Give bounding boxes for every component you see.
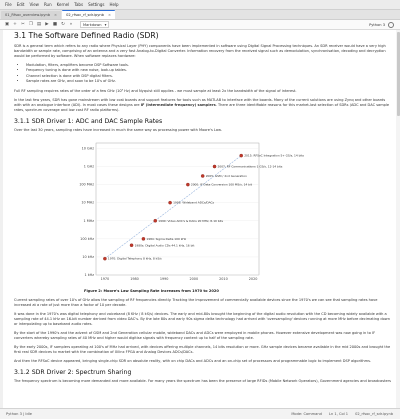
cell-type-select[interactable] [80, 21, 109, 28]
paragraph: It was done in the 1970's was digital telephony and voiceband (8 KHz / 8 kS/s) devices. The early and mid-80s brought the beginning of the digital audio revolution with the CD becoming widely available with a sampling rate of 44.1 kHz on 16-bit number derived from video DAC's. By the late 80s and early 90s sigma delta technology had arrived with 'oversampling' devices running at more MHz before decimating down or interpolating up to baseband audio rates. [14, 311, 390, 326]
sampling-rate-chart [74, 137, 304, 287]
close-icon[interactable]: × [107, 13, 111, 17]
data-label: 1984: Sigma Delta 100 kHz [146, 236, 187, 241]
menu-item-edit[interactable]: Edit [16, 2, 25, 7]
status-bar [0, 408, 400, 419]
chart-svg [74, 137, 304, 287]
subsection-heading: 3.1.2 SDR Driver 2: Spectrum Sharing [14, 368, 132, 376]
data-label: 1995: Wideband ADCs/DACs [173, 200, 215, 205]
menu-item-tabs[interactable]: Tabs [74, 2, 84, 7]
paragraph: By the early 2000s, IF samplers operating at 100's of MHz had arrived, with devices offering multiple channels, 14 bits resolution or more. GHz sample devices became available in the mid 2000s and brought the first real SDR devices to market with the combination of Xilinx FPGA and Analog Devices ADCs/DACs. [14, 344, 391, 354]
data-point [103, 257, 106, 260]
x-tick-label: 2010 [219, 276, 228, 281]
cursor-position: Ln 1, Col 1 [328, 412, 349, 416]
data-label: 2000: IF Data Conversion 100 MS/s, 14 bit [190, 182, 252, 187]
run-icon[interactable]: ▶ [45, 22, 49, 27]
paragraph: By the start of the 1990's and the advent of GSM and 2nd Generation cellular mobile, wideband DACs and ADCs were employed in mobile phones. However extensive development was now going in to IF converters whereby sampling rates of 40 MHz and higher would digitise signals with frequency content up to half of the sampling rate. [14, 330, 376, 340]
scrollbar-thumb[interactable] [397, 32, 400, 116]
paragraph: The frequency spectrum is becoming more demanded and more available. For many years the spectrum has been the preserve of large RFIDs (Mobile Network Operators), Government agencies and broadcasters [14, 378, 391, 383]
cell-type-value: Markdown [83, 22, 102, 27]
menu-bar [0, 0, 400, 10]
data-label: 1980s: Digital Audio CDs 44.1 kHz, 16 bit [134, 242, 195, 247]
x-tick-label: 2020 [248, 276, 258, 281]
kernel-status: Python 3 | Idle [6, 412, 32, 416]
stop-icon[interactable]: ■ [52, 22, 58, 27]
data-point [240, 154, 243, 157]
data-point [213, 165, 216, 168]
menu-item-kernel[interactable]: Kernel [56, 2, 70, 7]
tab-notebook-2[interactable] [62, 10, 115, 19]
kernel-name: Python 3 [369, 23, 385, 27]
kernel-indicator[interactable] [369, 22, 394, 28]
data-point [130, 243, 133, 246]
bullet-list [14, 63, 392, 85]
paragraph [14, 98, 392, 113]
y-tick-label: 100 kHz [80, 236, 94, 241]
subsection-heading: 3.1.1 SDR Driver 1: ADC and DAC Sample Rates [14, 117, 163, 125]
x-tick-label: 1980 [130, 276, 139, 281]
menu-item-help[interactable]: Help [109, 2, 119, 7]
paragraph: Full RF sampling requires rates of the order of a few GHz (10⁹ Hz) and Nyquist still applies - we must sample at least 2x the bandwidth of the signal of interest. [14, 88, 297, 93]
tab-label: 02_rfsoc_rf_sdr.ipynb [66, 13, 104, 17]
paragraph: Over the last 30 years, sampling rates have increased in much the same way as processing power with Moore's Law. [14, 127, 222, 132]
data-label: 2007: RF Communications 1 GS/s, 12-14 bits [217, 164, 283, 169]
menu-item-run[interactable]: Run [43, 2, 52, 7]
figure-caption: Figure 2: Moore's Law Sampling Rate Increases from 1970 to 2020 [84, 288, 219, 293]
save-icon[interactable]: ▣ [4, 22, 10, 27]
kernel-status-icon [388, 22, 394, 28]
restart-icon[interactable]: ↻ [61, 22, 65, 27]
cut-icon[interactable]: ✂ [21, 22, 25, 27]
section-heading: 3.1 The Software Defined Radio (SDR) [14, 31, 159, 40]
list-item: • Channel selection is done with DSP digital filters. [26, 74, 392, 79]
mode-status: Mode: Command [291, 412, 322, 416]
data-point [201, 174, 204, 177]
add-cell-icon[interactable]: + [13, 22, 17, 27]
menu-item-file[interactable]: File [5, 2, 12, 7]
bold-text: IF (intermediate frequency) samplers [140, 102, 216, 107]
list-item: • Frequency tuning is done with new noise, look-up tables. [26, 68, 392, 73]
y-tick-label: 10 MHz [81, 200, 94, 205]
paste-icon[interactable]: ▤ [36, 22, 42, 27]
chevron-down-icon: ▾ [104, 22, 107, 27]
text-run: . There are three identifiable reasons for this market-last selection of SDRs (ADC and DAC sample rates, spectrum coverage and low cost RF radio platforms). [14, 102, 390, 112]
y-tick-label: 1 MHz [83, 218, 94, 223]
y-tick-label: 10 kHz [82, 254, 94, 259]
x-tick-label: 1970 [100, 276, 110, 281]
menu-item-view[interactable]: View [29, 2, 39, 7]
tab-bar [0, 10, 400, 20]
data-label: 2005: GSM / 2nd Generation [205, 173, 247, 178]
list-item: • Sample rates are GHz, and soon to be 10's of GHz. [26, 79, 392, 84]
x-tick-label: 2000 [189, 276, 199, 281]
fast-forward-icon[interactable]: » [69, 22, 73, 27]
data-point [168, 201, 171, 204]
plot-area [96, 143, 259, 275]
copy-icon[interactable]: ❐ [29, 22, 33, 27]
y-tick-label: 1 GHz [83, 164, 94, 169]
notebook-content [14, 31, 392, 407]
paragraph: SDR is a general term which refers to any radio where Physical Layer (PHY) components have been implemented in software using Digital Signal Processing techniques. An SDR receiver would have a very high bandwidth or sample rate, comprising of an antenna and a very fast Analog-to-Digital Converter. Information recovery from the received signal such as demodulation, synchronisation, decoding and decryption would be performed by software. When software replaces hardware: [14, 44, 386, 58]
left-sidebar [0, 30, 3, 408]
tab-notebook-1[interactable] [1, 11, 61, 19]
file-name: 02_rfsoc_rf_sdr.ipynb [355, 412, 393, 416]
data-label: 2015: RFSoC Integration 5+ GS/s, 14 bits [244, 153, 304, 158]
list-item: • Modulation, filters, amplifiers become DSP Software tools. [26, 63, 392, 68]
scrollbar[interactable] [396, 30, 400, 408]
data-label: 1970: Digital Telephony 8 kHz, 8 kS/s [107, 256, 162, 261]
y-tick-label: 1 kHz [84, 272, 94, 277]
paragraph: Current sampling rates of over 10's of GHz allow the sampling of RF frequencies directly. Tracking the improvement of commercially available devices since the 1970's we can see that sampling rates have increased at a rate of just more than a factor of 10 per decade. [14, 297, 378, 307]
data-point [186, 183, 189, 186]
y-tick-label: 10 GHz [81, 146, 94, 151]
text-run: In the last few years, SDR has gone mainstream with low cost boards and support features for tools such as MATLAB to interface with the boards. Many of the current solutions are using Zynq and other boards with with an analogue interface (ADI). In most cases these designs are [14, 97, 386, 107]
tab-label: 01_Rfsoc_overview.ipynb [5, 13, 51, 17]
x-tick-label: 1990 [159, 276, 169, 281]
notebook-toolbar [0, 20, 400, 30]
close-icon[interactable]: × [54, 13, 58, 17]
y-tick-label: 100 MHz [79, 182, 94, 187]
data-label: 1990: Video ADC's & DACs 20 MHz, 8-10 bits [158, 218, 224, 223]
data-point [142, 237, 145, 240]
menu-item-settings[interactable]: Settings [88, 2, 105, 7]
paragraph: And then the RFSoC device appeared, bringing single-chip SDR on absolute reality, with on chip DACs and ADCs and an on-chip set of processors and programmable logic to implement DSP algorithms. [14, 358, 372, 363]
data-point [154, 219, 157, 222]
